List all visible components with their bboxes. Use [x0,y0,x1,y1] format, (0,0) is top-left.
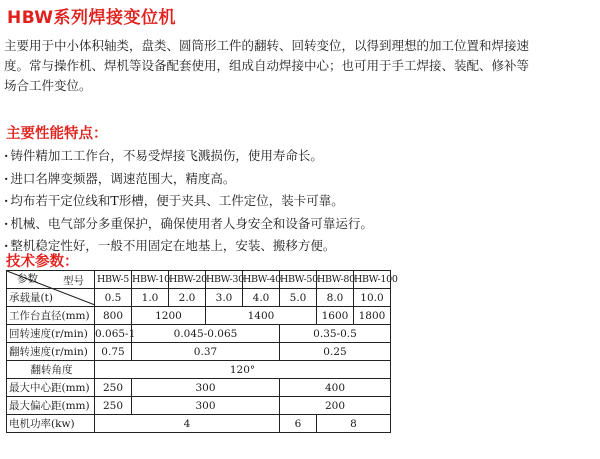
table-cell: 120° [95,361,391,379]
feature-item: · 铸件精加工工作台，不易受焊接飞溅损伤，使用寿命长。 [4,145,373,168]
table-cell: 250 [95,379,132,397]
table-cell: 0.37 [132,343,280,361]
header-model-label: 型号 [63,275,84,287]
row-label: 工作台直径(mm) [7,307,95,325]
feature-item: · 机械、电气部分多重保护，确保使用者人身安全和设备可靠运行。 [4,213,373,236]
table-cell: 300 [132,397,280,415]
table-row [7,307,391,325]
model-header: HBW-30 [206,271,243,289]
table-cell: 2.0 [169,289,206,307]
table-cell: 4 [95,415,280,433]
table-row [7,325,391,343]
model-header: HBW-80 [317,271,354,289]
intro-line: 场合工件变位。 [4,78,92,93]
model-header: HBW-10 [132,271,169,289]
table-cell: 200 [280,397,391,415]
table-cell: 1200 [132,307,206,325]
table-cell: 3.0 [206,289,243,307]
table-row [7,397,391,415]
feature-item: · 进口名牌变频器，调速范围大，精度高。 [4,168,373,191]
intro-line: 度。常与操作机、焊机等设备配套使用，组成自动焊接中心；也可用于手工焊接、装配、修补等 [4,58,530,73]
feature-item: · 整机稳定性好，一般不用固定在地基上，安装、搬移方便。 [4,235,373,258]
table-cell: 10.0 [354,289,391,307]
model-header: HBW-20 [169,271,206,289]
table-row [7,343,391,361]
table-cell: 1600 [317,307,354,325]
table-cell: 0.065-1 [95,325,132,343]
intro-paragraph [4,36,598,96]
table-cell: 800 [95,307,132,325]
table-cell: 1.0 [132,289,169,307]
row-label: 最大偏心距(mm) [7,397,95,415]
table-cell: 6 [280,415,317,433]
table-cell: 8 [317,415,391,433]
table-cell: 0.75 [95,343,132,361]
row-label: 电机功率(kw) [7,415,95,433]
table-cell: 4.0 [243,289,280,307]
row-label: 承载量(t) [7,289,95,307]
row-label: 回转速度(r/min) [7,325,95,343]
table-cell: 250 [95,397,132,415]
header-param-label: 参数 [17,273,38,285]
table-cell: 300 [132,379,280,397]
table-cell: 1800 [354,307,391,325]
table-cell: 0.5 [95,289,132,307]
model-header: HBW-100 [354,271,391,289]
table-header-row [7,271,391,289]
table-cell: 8.0 [317,289,354,307]
feature-item: · 均布若干定位线和T形槽，便于夹具、工件定位，装卡可靠。 [4,190,373,213]
features-heading: 主要性能特点： [6,126,108,142]
table-row [7,379,391,397]
features-list [4,145,373,258]
table-cell: 0.35-0.5 [280,325,391,343]
table-cell: 0.25 [280,343,391,361]
page-title: HBW系列焊接变位机 [7,8,177,28]
spec-heading: 技术参数： [6,254,79,270]
row-label: 翻转角度 [7,361,95,379]
table-cell: 1400 [206,307,317,325]
table-row [7,361,391,379]
spec-table [6,270,398,433]
row-label: 翻转速度(r/min) [7,343,95,361]
intro-line: 主要用于中小体积轴类，盘类、圆筒形工件的翻转、回转变位，以得到理想的加工位置和焊接速 [4,38,530,53]
table-cell: 5.0 [280,289,317,307]
header-diagonal-cell [7,271,95,289]
table-cell: 0.045-0.065 [132,325,280,343]
table-row [7,415,391,433]
row-label: 最大中心距(mm) [7,379,95,397]
model-header: HBW-50 [280,271,317,289]
model-header: HBW-5 [95,271,132,289]
model-header: HBW-40 [243,271,280,289]
table-cell: 400 [280,379,391,397]
